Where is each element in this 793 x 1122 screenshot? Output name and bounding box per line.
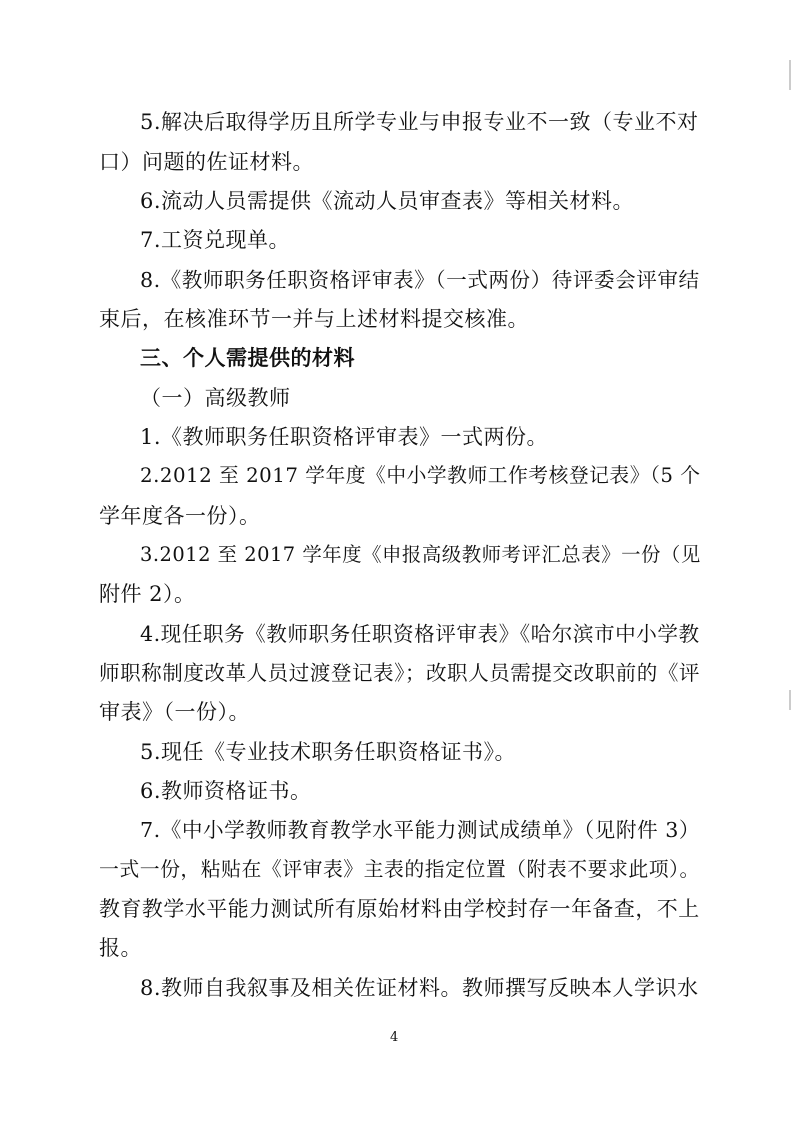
text-line: 审表》（一份）。	[99, 700, 250, 724]
text-line: 5.解决后取得学历且所学专业与申报专业不一致（专业不对	[140, 110, 699, 134]
text-line: 附件 2）。	[99, 582, 196, 606]
text-line: 7.工资兑现单。	[140, 228, 291, 252]
text-line: 口）问题的佐证材料。	[99, 150, 314, 174]
text-line: 2.2012 至 2017 学年度《中小学教师工作考核登记表》（5 个	[140, 464, 701, 487]
subsection-heading: （一）高级教师	[140, 386, 291, 410]
text-line: 师职称制度改革人员过渡登记表》；改职人员需提交改职前的《评	[99, 661, 700, 685]
text-line: 7.《中小学教师教育教学水平能力测试成绩单》（见附件 3）	[140, 818, 700, 842]
scan-edge-mark	[789, 690, 791, 710]
text-line: 6.流动人员需提供《流动人员审查表》等相关材料。	[140, 189, 635, 213]
text-line: 教育教学水平能力测试所有原始材料由学校封存一年备查，不上	[99, 897, 700, 921]
text-line: 一式一份，粘贴在《评审表》主表的指定位置（附表不要求此项）。	[99, 858, 700, 881]
text-line: 6.教师资格证书。	[140, 779, 312, 803]
page-number: 4	[390, 1030, 399, 1045]
scan-edge-mark	[789, 60, 791, 90]
text-line: 学年度各一份）。	[99, 504, 261, 528]
text-line: 报。	[99, 936, 142, 960]
text-line: 8.《教师职务任职资格评审表》（一式两份）待评委会评审结	[140, 268, 700, 292]
text-line: 8.教师自我叙事及相关佐证材料。教师撰写反映本人学识水	[140, 976, 699, 1000]
section-heading: 三、个人需提供的材料	[140, 346, 355, 370]
text-line: 3.2012 至 2017 学年度《申报高级教师考评汇总表》一份（见	[140, 543, 701, 566]
text-line: 1.《教师职务任职资格评审表》一式两份。	[140, 425, 549, 449]
text-line: 4.现任职务《教师职务任职资格评审表》《哈尔滨市中小学教	[140, 622, 700, 646]
text-line: 束后，在核准环节一并与上述材料提交核准。	[99, 307, 529, 331]
text-line: 5.现任《专业技术职务任职资格证书》。	[140, 740, 517, 764]
